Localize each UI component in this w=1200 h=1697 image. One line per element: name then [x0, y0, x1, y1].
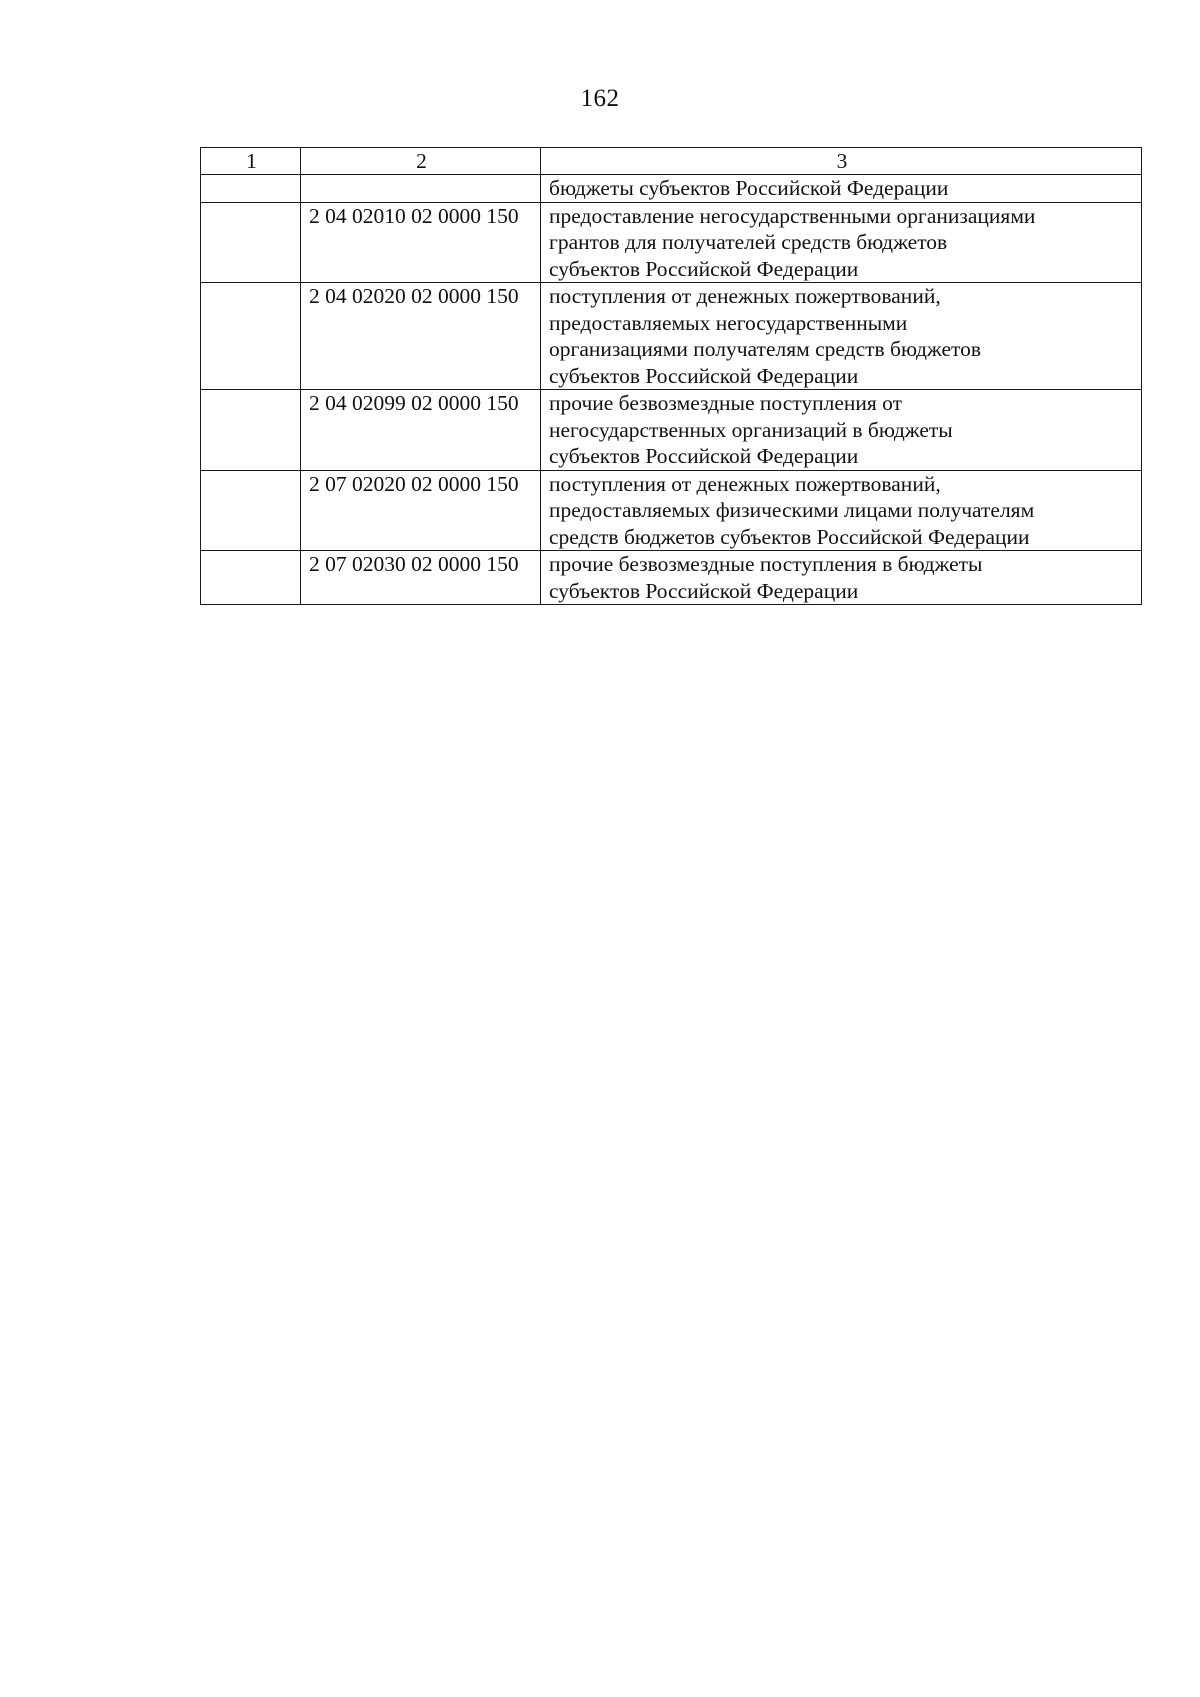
table-row	[201, 202, 1142, 283]
table-row	[201, 470, 1142, 551]
page-number: 162	[580, 85, 620, 112]
description-line: субъектов Российской Федерации	[549, 256, 859, 281]
table-row	[201, 283, 1142, 390]
table-body	[201, 175, 1142, 605]
description-line: субъектов Российской Федерации	[549, 578, 859, 603]
row-code-cell: 2 07 02030 02 0000 150	[301, 551, 541, 605]
description-line: поступления от денежных пожертвований,	[549, 284, 941, 308]
row-description-cell	[541, 551, 1142, 605]
table-row	[201, 551, 1142, 605]
table-row	[201, 175, 1142, 203]
description-line: прочие безвозмездные поступления от	[549, 391, 903, 415]
description-line: организациями получателям средств бюджетов	[549, 337, 982, 361]
table-row	[201, 390, 1142, 471]
header-col-1: 1	[201, 148, 301, 175]
header-col-3: 3	[541, 148, 1142, 175]
row-col-1-cell	[201, 470, 301, 551]
description-line: бюджеты субъектов Российской Федерации	[549, 176, 949, 200]
description-line: прочие безвозмездные поступления в бюджеты	[549, 552, 983, 576]
row-col-1-cell	[201, 175, 301, 203]
row-code-cell: 2 07 02020 02 0000 150	[301, 470, 541, 551]
row-description-cell	[541, 470, 1142, 551]
row-code-cell	[301, 175, 541, 203]
table-header-row	[201, 148, 1142, 175]
description-line: поступления от денежных пожертвований,	[549, 471, 941, 496]
row-code-cell: 2 04 02020 02 0000 150	[301, 283, 541, 390]
row-description-cell	[541, 175, 1142, 203]
row-col-1-cell	[201, 202, 301, 283]
row-description-cell	[541, 202, 1142, 283]
description-line: предоставление негосударственными организациями	[549, 203, 1036, 228]
row-col-1-cell	[201, 390, 301, 471]
header-col-2: 2	[301, 148, 541, 175]
description-line: предоставляемых физическими лицами получателям	[549, 498, 1035, 522]
budget-codes-table	[200, 147, 1142, 605]
description-line: субъектов Российской Федерации	[549, 444, 859, 468]
description-line: средств бюджетов субъектов Российской Федерации	[549, 524, 1030, 549]
row-code-cell: 2 04 02099 02 0000 150	[301, 390, 541, 471]
row-code-cell: 2 04 02010 02 0000 150	[301, 202, 541, 283]
row-description-cell	[541, 283, 1142, 390]
row-col-1-cell	[201, 283, 301, 390]
description-line: негосударственных организаций в бюджеты	[549, 417, 953, 442]
description-line: грантов для получателей средств бюджетов	[549, 230, 948, 254]
description-line: субъектов Российской Федерации	[549, 363, 859, 388]
description-line: предоставляемых негосударственными	[549, 310, 908, 335]
row-description-cell	[541, 390, 1142, 471]
row-col-1-cell	[201, 551, 301, 605]
